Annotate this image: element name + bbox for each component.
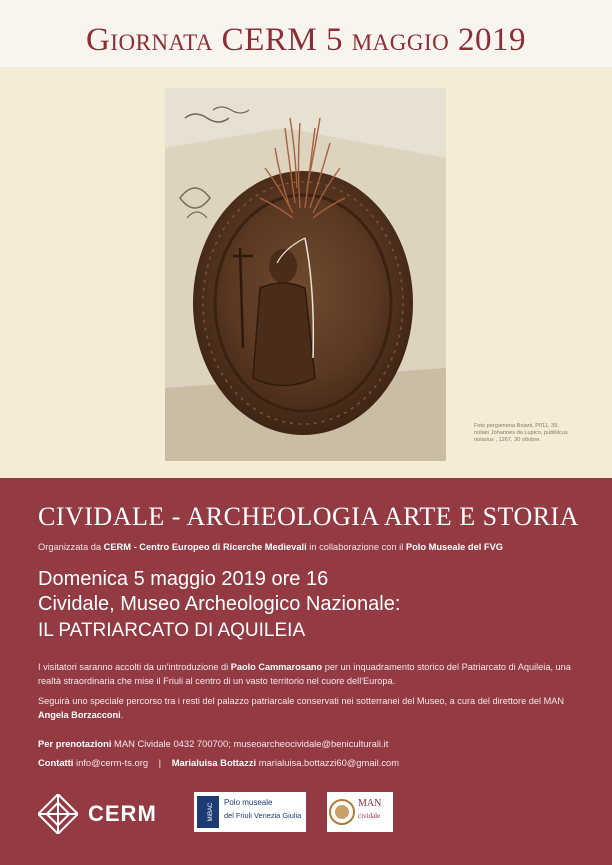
org-name: CERM - Centro Europeo di Ricerche Medievali [103,542,307,552]
booking-line [38,738,388,749]
contacts-separator: | [158,757,162,768]
event-headline: CIVIDALE - ARCHEOLOGIA ARTE E STORIA [38,502,579,531]
para2-end: . [120,710,124,720]
title-band [0,0,612,67]
booking-text: MAN Cividale 0432 700700; museoarcheocividale@beniculturali.it [111,738,389,749]
para2-start: Seguirà uno speciale percorso tra i resti del palazzo patriarcale conservati nei sotterranei del Museo, a cura del direttore del MAN [38,696,564,706]
contact-person-email[interactable]: marialuisa.bottazzi60@gmail.com [256,757,400,768]
seal-photo [165,88,446,461]
man-cividale-logo [327,792,393,832]
mibac-mark-text: MiBAC [208,802,214,822]
event-date: Domenica 5 maggio 2019 ore 16 [38,568,329,590]
cerm-logo-text: CERM [88,801,157,826]
contacts-label: Contatti [38,757,74,768]
para1-end: per un inquadramento storico del Patriarcato di Aquileia, una realtà straordinaria che mise il Friuli al centro di un vasto territorio nel cuore dell'Europa. [38,662,571,686]
para1-start: I visitatori saranno accolti da un'introduzione di [38,662,231,672]
logos-row [0,788,612,848]
polo-logo-line2: del Friuli Venezia Giulia [224,811,302,820]
cerm-logo [38,794,168,834]
description-paragraph-2 [38,694,578,722]
man-emblem-icon [327,792,357,832]
org-partner: Polo Museale del FVG [405,542,504,552]
bottom-section [0,478,612,865]
event-location: Cividale, Museo Archeologico Nazionale: [38,593,401,615]
contacts-line [38,757,399,768]
polo-logo-line1: Polo museale [224,798,273,807]
org-middle: in collaborazione con il [306,542,406,552]
man-logo-subtext: cividale [358,812,381,820]
man-logo-text: MAN [358,798,382,809]
org-prefix: Organizzata da [38,542,104,552]
contact-person-name: Marialuisa Bottazzi [171,757,257,768]
celtic-knot-icon [38,794,78,834]
photo-caption: Foto pergamena Boiani, P011, 39, notaio Johannes da Lupico, pubblicus notarius , 1267, 30 ottobre. [474,423,568,444]
booking-label: Per prenotazioni [38,738,112,749]
event-title: IL PATRIARCATO DI AQUILEIA [38,620,306,641]
description-paragraph-1 [38,660,578,688]
mibac-mark-icon [197,796,219,828]
seal-image [165,88,446,461]
organizer-line [38,542,503,552]
speaker-name: Paolo Cammarosano [230,662,323,672]
polo-museale-logo [194,792,306,832]
contacts-email[interactable]: info@cerm-ts.org [73,757,149,768]
page-title: Giornata CERM 5 maggio 2019 [86,22,526,58]
director-name: Angela Borzacconi [38,710,121,720]
